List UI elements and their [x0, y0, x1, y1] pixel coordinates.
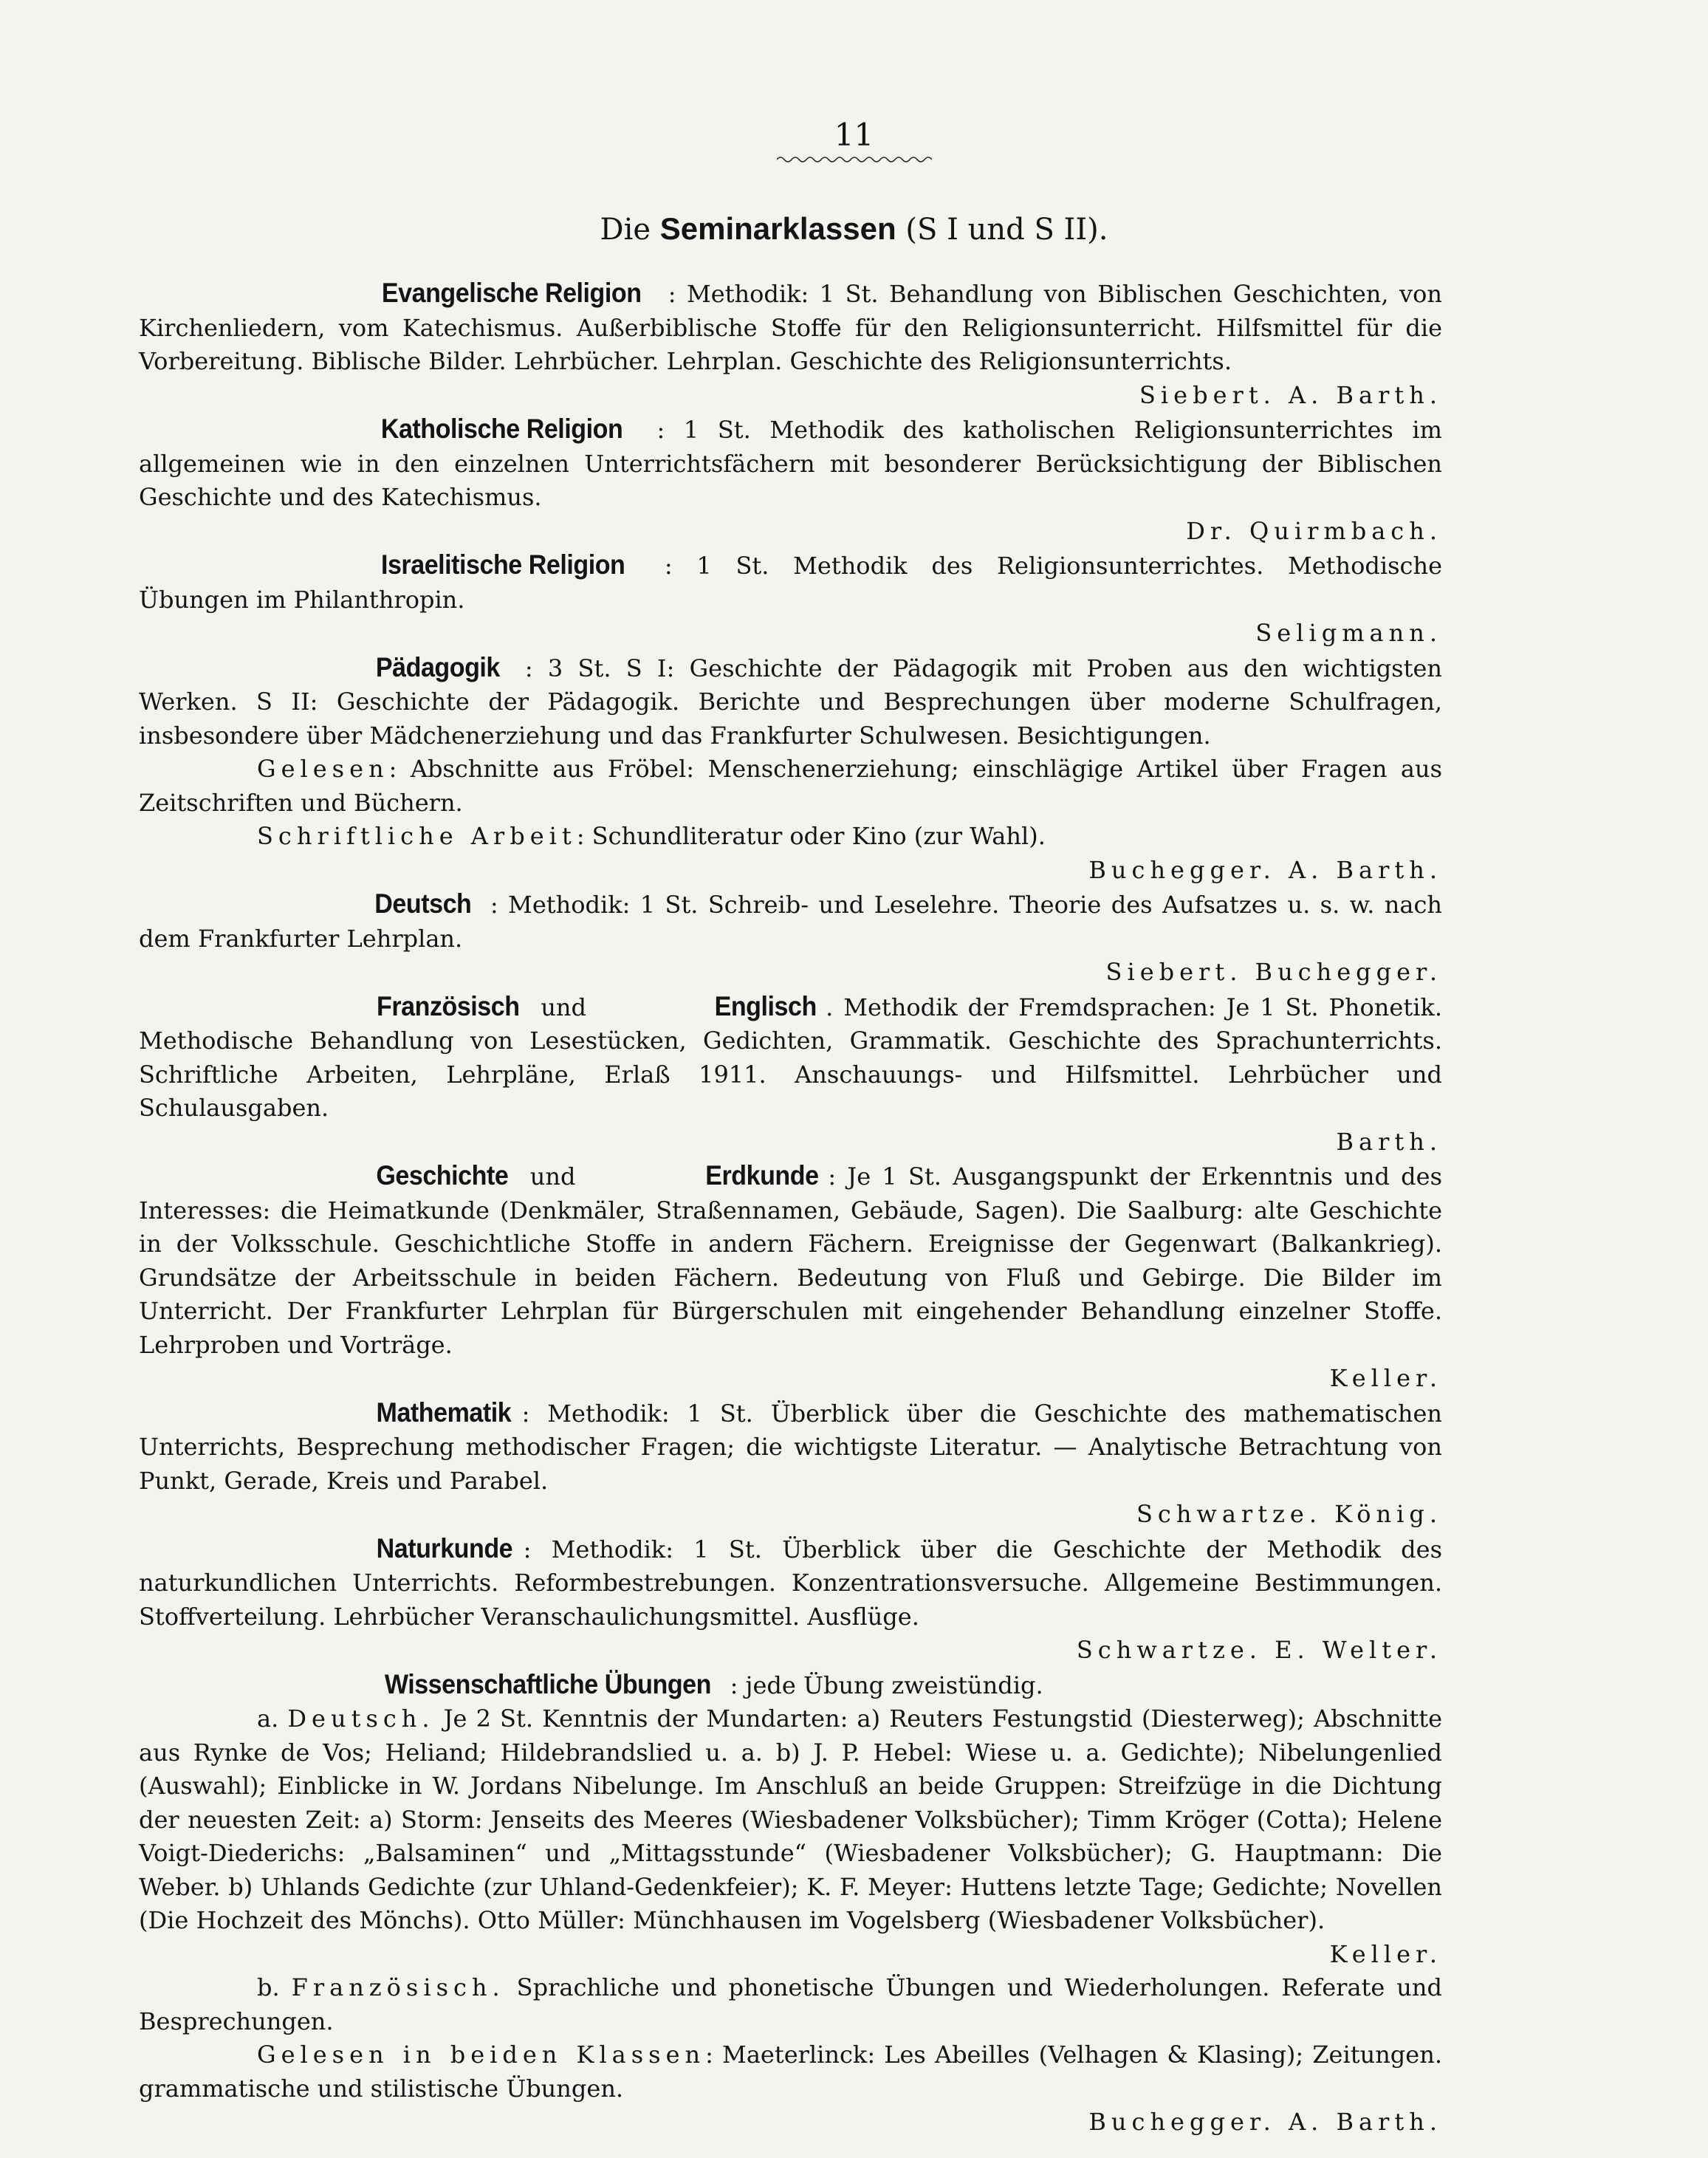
text-naturkunde: : Methodik: 1 St. Überblick über die Geschichte der Methodik des naturkundlichen Unterrichts. Reformbestrebungen. Konzentrationsversuche. Allgemeine Bestimmungen. Stoffverteilung. Lehrbücher Veranschaulichungsmittel. Ausflüge.: [139, 1535, 1442, 1631]
content: [139, 276, 1442, 2140]
text-deutsch: : Methodik: 1 St. Schreib- und Leselehre. Theorie des Aufsatzes u. s. w. nach dem Frankfurter Lehrplan.: [139, 891, 1442, 953]
text-evangelisch: : Methodik: 1 St. Behandlung von Biblischen Geschichten, von Kirchenliedern, vom Katechismus. Außerbiblische Stoffe für den Religionsunterricht. Hilfsmittel für die Vorbereitung. Biblische Bilder. Lehrbücher. Lehrplan. Geschichte des Religionsunterrichts.: [139, 280, 1443, 375]
paedagogik-arbeit: [139, 820, 1442, 887]
arbeit-label: Schriftliche Arbeit: [257, 822, 577, 850]
b-label: Französisch.: [291, 1973, 505, 2001]
arbeit-text: : Schundliteratur oder Kino (zur Wahl).: [576, 822, 1046, 850]
text-paedagogik: : 3 St. S I: Geschichte der Pädagogik mit Proben aus den wichtigsten Werken. S II: Geschichte der Pädagogik. Berichte und Besprechungen über moderne Schulfragen, insbesondere über Mädchenerziehung und das Frankfurter Schulwesen. Besichtigungen.: [139, 654, 1443, 750]
a-label: Deutsch.: [287, 1705, 435, 1733]
teacher-uebungen: Buchegger. A. Barth.: [1088, 2108, 1442, 2136]
teacher-israelitisch: Seligmann.: [1255, 619, 1442, 647]
section-naturkunde: [139, 1532, 1442, 1668]
uebungen-a: [139, 1702, 1442, 1971]
text-franz-engl: . Methodik der Fremdsprachen: Je 1 St. Phonetik. Methodische Behandlung von Lesestücken, Gedichten, Grammatik. Geschichte des Sprachunterrichts. Schriftliche Arbeiten, Lehrpläne, Erlaß 1911. Anschauungs- und Hilfsmittel. Lehrbücher und Schulausgaben.: [139, 993, 1442, 1122]
teacher-deutsch: Siebert. Buchegger.: [1105, 958, 1442, 986]
heading-englisch: Englisch: [714, 990, 817, 1021]
uebungen-b: [139, 1971, 1442, 2038]
title-suffix: (S I und S II).: [905, 213, 1108, 247]
teacher-katholisch: Dr. Quirmbach.: [1186, 516, 1442, 545]
uebungen-gelesen: [139, 2038, 1442, 2140]
b-prefix: b.: [257, 1973, 280, 2001]
section-geschichte: [139, 1159, 1442, 1396]
uebungen-gelesen-text: : Maeterlinck: Les Abeilles (Velhagen & Klasing); Zeitungen. grammatische und stilistische Übungen.: [139, 2041, 1443, 2103]
heading-mathematik: Mathematik: [376, 1397, 512, 1428]
teacher-franz-engl: Barth.: [1336, 1127, 1442, 1156]
heading-geschichte: Geschichte: [376, 1160, 509, 1191]
section-evangelisch: [139, 276, 1442, 412]
paedagogik-gelesen: [139, 753, 1442, 820]
heading-uebungen: Wissenschaftliche Übungen: [384, 1668, 711, 1699]
text-geschichte: : Je 1 St. Ausgangspunkt der Erkenntnis und des Interesses: die Heimatkunde (Denkmäler, Straßennamen, Gebäude, Sagen). Die Saalburg: alte Geschichte in der Volksschule. Geschichtliche Stoffe in andern Fächern. Ereignisse der Gegenwart (Balkankrieg). Grundsätze der Arbeitsschule in beiden Fächern. Bedeutung von Fluß und Gebirge. Die Bilder im Unterricht. Der Frankfurter Lehrplan für Bürgerschulen mit eingehender Behandlung einzelner Stoffe. Lehrproben und Vorträge.: [139, 1162, 1443, 1359]
text-katholisch: : 1 St. Methodik des katholischen Religionsunterrichtes im allgemeinen wie in den einzelnen Unterrichtsfächern mit besonderer Berücksichtigung der Biblischen Geschichte und des Katechismus.: [139, 416, 1443, 511]
section-mathematik: [139, 1396, 1442, 1532]
a-prefix: a.: [257, 1705, 279, 1733]
und-franz-engl: und: [541, 993, 587, 1021]
text-uebungen: : jede Übung zweistündig.: [730, 1671, 1043, 1699]
und-geschichte: und: [529, 1162, 576, 1191]
teacher-mathematik: Schwartze. König.: [1136, 1500, 1442, 1528]
teacher-uebungen-a: Keller.: [1329, 1939, 1442, 1968]
heading-israelitisch: Israelitische Religion: [380, 549, 625, 580]
heading-franzoesisch: Französisch: [377, 990, 520, 1021]
heading-paedagogik: Pädagogik: [375, 651, 500, 682]
section-katholisch: [139, 412, 1442, 548]
heading-deutsch: Deutsch: [374, 888, 472, 919]
wave-ornament: [777, 154, 932, 165]
heading-evangelisch: Evangelische Religion: [381, 278, 642, 308]
main-title: [0, 211, 1708, 247]
uebungen-gelesen-label: Gelesen in beiden Klassen: [257, 2041, 706, 2069]
title-prefix: Die: [600, 213, 651, 247]
teacher-geschichte: Keller.: [1329, 1364, 1442, 1392]
section-israelitisch: [139, 548, 1442, 651]
section-uebungen: [139, 1668, 1442, 1703]
heading-naturkunde: Naturkunde: [376, 1532, 513, 1563]
teacher-naturkunde: Schwartze. E. Welter.: [1076, 1636, 1442, 1664]
section-deutsch: [139, 887, 1442, 990]
gelesen-label: Gelesen: [257, 755, 389, 783]
teacher-paedagogik: Buchegger. A. Barth.: [1088, 855, 1442, 884]
page-number: 11: [834, 117, 874, 153]
section-paedagogik: [139, 651, 1442, 753]
heading-katholisch: Katholische Religion: [380, 414, 623, 444]
page-header: [0, 117, 1708, 165]
b-text: Sprachliche und phonetische Übungen und Wiederholungen. Referate und Besprechungen.: [139, 1973, 1443, 2035]
heading-erdkunde: Erdkunde: [704, 1160, 819, 1191]
title-main: Seminarklassen: [659, 211, 896, 246]
gelesen-text: : Abschnitte aus Fröbel: Menschenerziehung; einschlägige Artikel über Fragen aus Zeitschriften und Büchern.: [139, 755, 1442, 817]
teacher-evangelisch: Siebert. A. Barth.: [1139, 380, 1442, 409]
section-franz-engl: [139, 990, 1442, 1160]
text-israelitisch: : 1 St. Methodik des Religionsunterrichtes. Methodische Übungen im Philanthropin.: [139, 552, 1443, 614]
text-mathematik: : Methodik: 1 St. Überblick über die Geschichte des mathematischen Unterrichts, Besprechung methodischer Fragen; die wichtigste Literatur. — Analytische Betrachtung von Punkt, Gerade, Kreis und Parabel.: [139, 1399, 1442, 1495]
a-text: Je 2 St. Kenntnis der Mundarten: a) Reuters Festungstid (Diesterweg); Abschnitte aus Rynke de Vos; Heliand; Hildebrandslied u. a. b) J. P. Hebel: Wiese u. a. Gedichte); Nibelungenlied (Auswahl); Einblicke in W. Jordans Nibelunge. Im Anschluß an beide Gruppen: Streifzüge in die Dichtung der neuesten Zeit: a) Storm: Jenseits des Meeres (Wiesbadener Volksbücher); Timm Kröger (Cotta); Helene Voigt-Diederichs: „Balsaminen“ und „Mittagsstunde“ (Wiesbadener Volksbücher); G. Hauptmann: Die Weber. b) Uhlands Gedichte (zur Uhland-Gedenkfeier); K. F. Meyer: Huttens letzte Tage; Gedichte; Novellen (Die Hochzeit des Mönchs). Otto Müller: Münchhausen im Vogelsberg (Wiesbadener Volksbücher).: [139, 1705, 1443, 1934]
